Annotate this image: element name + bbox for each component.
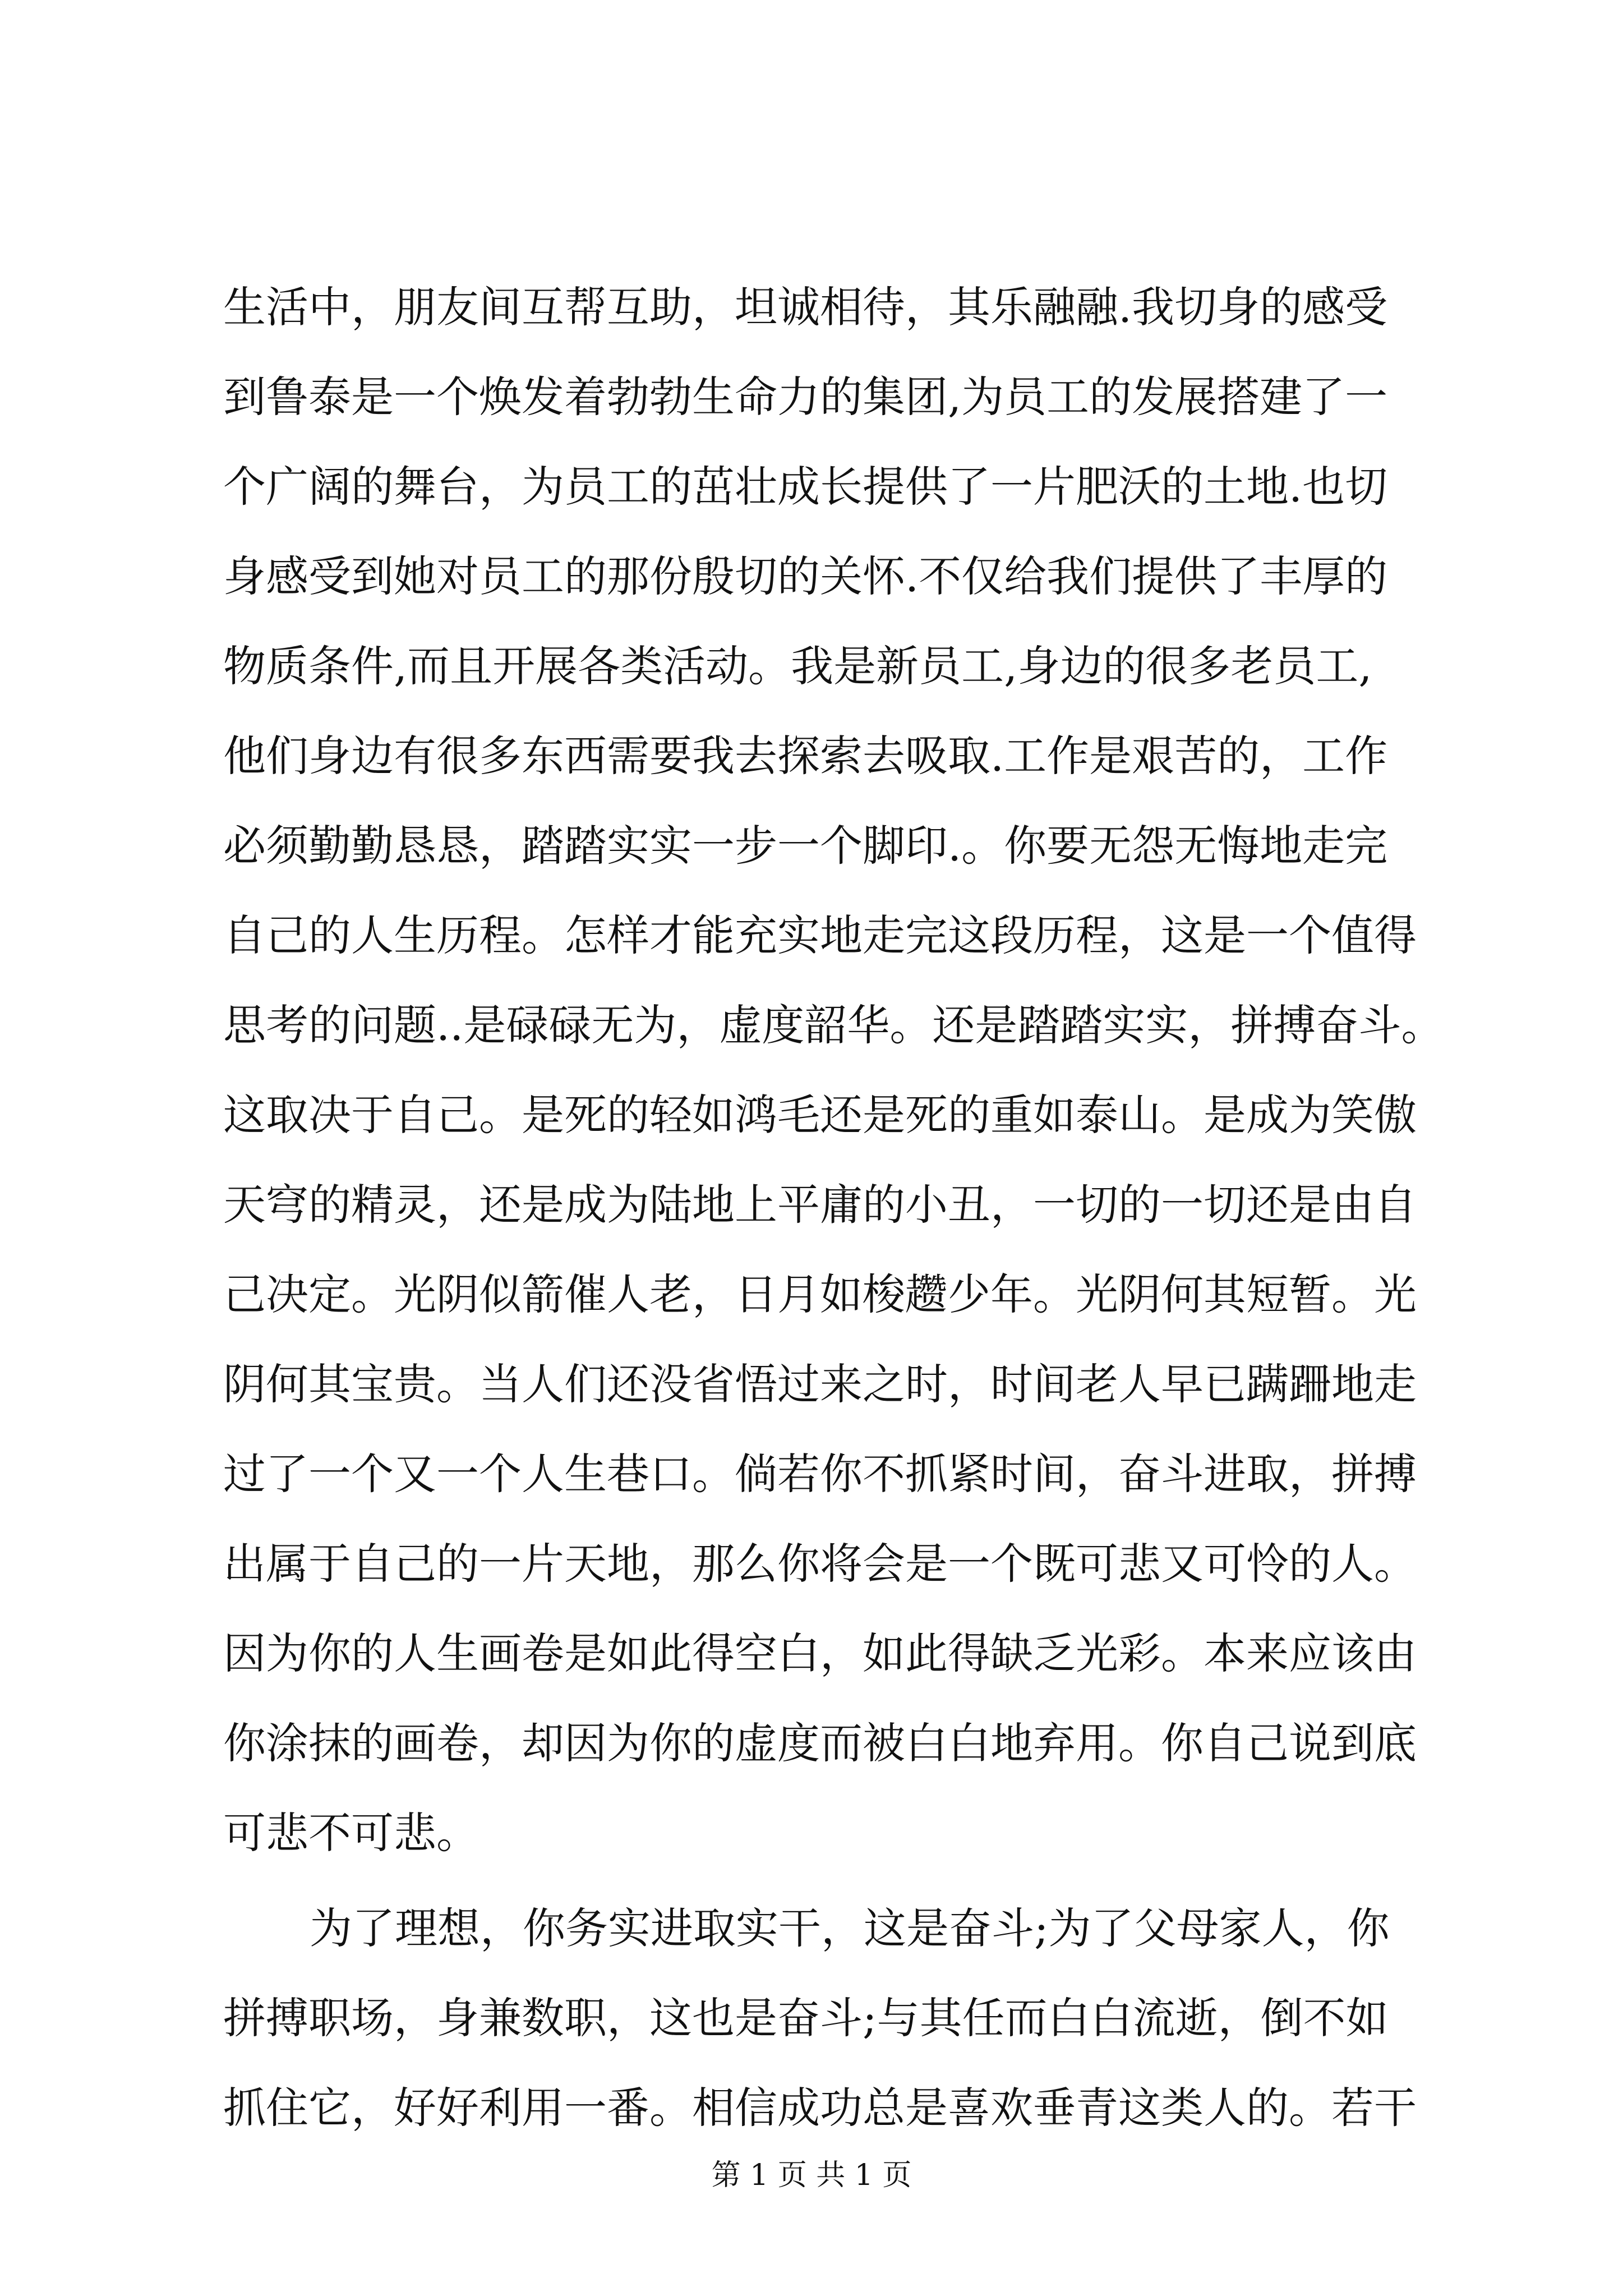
text-line: 过了一个又一个人生巷口。倘若你不抓紧时间，奋斗进取，拼搏 — [223, 1449, 1417, 1499]
text-line: 抓住它，好好利用一番。相信成功总是喜欢垂青这类人的。若干 — [223, 2083, 1417, 2133]
text-line: 物质条件,而且开展各类活动。我是新员工,身边的很多老员工, — [223, 641, 1372, 691]
text-line: 你涂抹的画卷，却因为你的虚度而被白白地弃用。你自己说到底 — [223, 1718, 1417, 1768]
text-line: 必须勤勤恳恳，踏踏实实一步一个脚印.。你要无怨无悔地走完 — [223, 821, 1388, 871]
text-line: 这取决于自己。是死的轻如鸿毛还是死的重如泰山。是成为笑傲 — [223, 1090, 1417, 1140]
text-line: 思考的问题..是碌碌无为，虚度韶华。还是踏踏实实，拼搏奋斗。 — [223, 1000, 1444, 1050]
text-line: 身感受到她对员工的那份殷切的关怀.不仅给我们提供了丰厚的 — [223, 551, 1388, 601]
text-line: 天穹的精灵，还是成为陆地上平庸的小丑，一切的一切还是由自 — [223, 1180, 1417, 1230]
text-line: 拼搏职场，身兼数职，这也是奋斗;与其任而白白流逝，倒不如 — [223, 1993, 1389, 2043]
text-line: 阴何其宝贵。当人们还没省悟过来之时，时间老人早已蹒跚地走 — [223, 1359, 1417, 1409]
text-line: 可悲不可悲。 — [223, 1808, 479, 1858]
text-line: 他们身边有很多东西需要我去探索去吸取.工作是艰苦的，工作 — [223, 731, 1388, 781]
text-line: 因为你的人生画卷是如此得空白，如此得缺乏光彩。本来应该由 — [223, 1628, 1417, 1678]
paragraph-first-line: 为了理想，你务实进取实干，这是奋斗;为了父母家人，你 — [310, 1903, 1390, 1953]
text-line: 个广阔的舞台，为员工的茁壮成长提供了一片肥沃的土地.也切 — [223, 462, 1388, 512]
text-line: 到鲁泰是一个焕发着勃勃生命力的集团,为员工的发展搭建了一 — [223, 372, 1388, 422]
text-line: 出属于自己的一片天地，那么你将会是一个既可悲又可怜的人。 — [223, 1539, 1417, 1589]
text-line: 自己的人生历程。怎样才能充实地走完这段历程，这是一个值得 — [223, 910, 1417, 960]
text-line: 生活中，朋友间互帮互助，坦诚相待，其乐融融.我切身的感受 — [223, 282, 1388, 332]
page-number-footer: 第 1 页 共 1 页 — [711, 2159, 912, 2192]
text-line: 己决定。光阴似箭催人老，日月如梭趱少年。光阴何其短暂。光 — [223, 1269, 1417, 1319]
